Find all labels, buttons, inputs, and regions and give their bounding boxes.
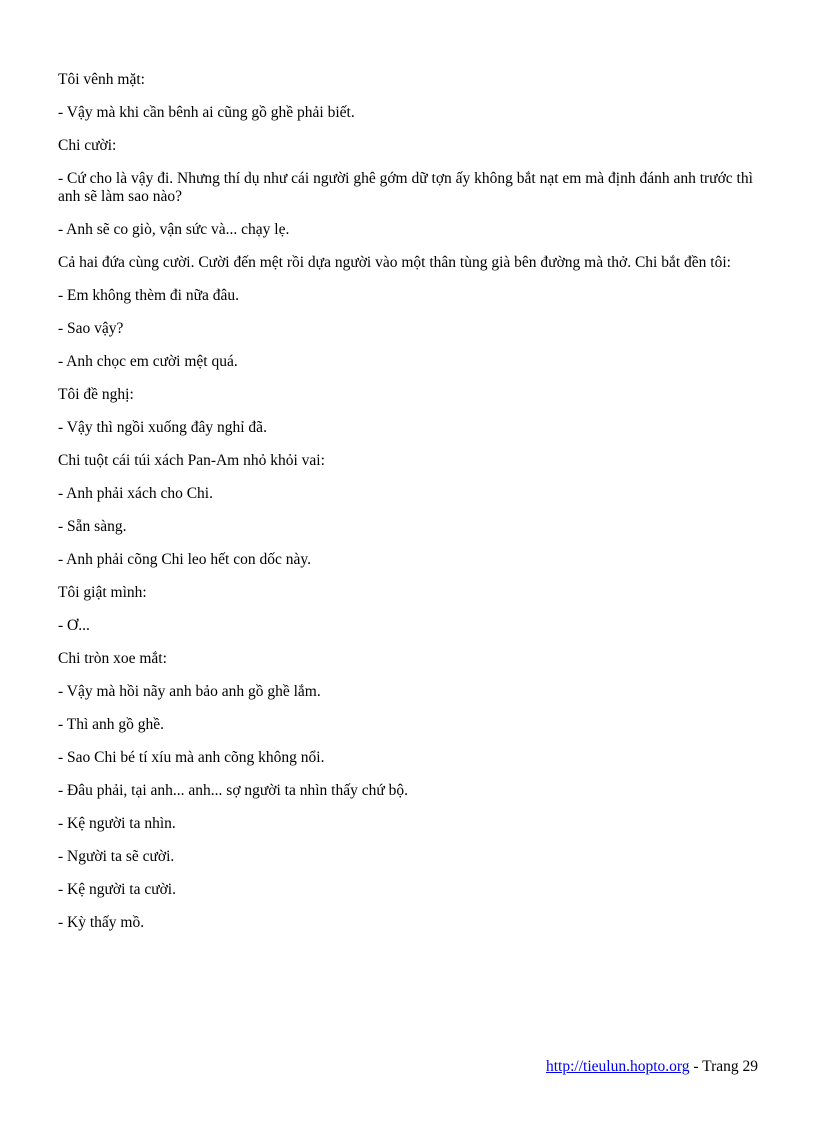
page-number: - Trang 29	[689, 1058, 758, 1075]
paragraph: - Kỳ thấy mồ.	[58, 914, 145, 931]
paragraph: - Em không thèm đi nữa đâu.	[58, 287, 240, 304]
paragraph: - Kệ người ta nhìn.	[58, 815, 176, 832]
paragraph: - Kệ người ta cười.	[58, 881, 176, 898]
paragraph: - Đâu phải, tại anh... anh... sợ người ta nhìn thấy chứ bộ.	[58, 782, 409, 799]
paragraph: Chi tuột cái túi xách Pan-Am nhỏ khỏi vai:	[58, 452, 325, 469]
source-link[interactable]: http://tieulun.hopto.org	[545, 1058, 690, 1075]
paragraph: - Thì anh gồ ghề.	[58, 716, 165, 733]
page-footer	[546, 1058, 758, 1076]
paragraph: - Vậy mà hồi nãy anh bảo anh gồ ghề lắm.	[58, 683, 321, 700]
paragraph: - Người ta sẽ cười.	[58, 848, 175, 865]
paragraph: - Anh chọc em cười mệt quá.	[58, 353, 238, 370]
paragraph: Chi tròn xoe mắt:	[58, 650, 167, 667]
paragraph: - Ơ...	[58, 617, 90, 634]
paragraph: - Sao vậy?	[58, 320, 124, 337]
paragraph: Tôi giật mình:	[58, 584, 147, 601]
paragraph: - Vậy thì ngồi xuống đây nghỉ đã.	[58, 419, 267, 436]
page-body	[58, 71, 758, 947]
paragraph: - Anh phải xách cho Chi.	[58, 485, 213, 502]
paragraph: - Anh phải cõng Chi leo hết con dốc này.	[58, 551, 311, 568]
paragraph: - Sao Chi bé tí xíu mà anh cõng không nổi.	[58, 749, 325, 766]
paragraph: - Anh sẽ co giò, vận sức và... chạy lẹ.	[58, 221, 290, 238]
paragraph: Cả hai đứa cùng cười. Cười đến mệt rồi dựa người vào một thân tùng già bên đường mà thở. Chi bắt đền tôi:	[58, 254, 731, 271]
paragraph: - Cứ cho là vậy đi. Nhưng thí dụ như cái người ghê gớm dữ tợn ấy không bắt nạt em mà định đánh anh trước thì anh sẽ làm sao nào?	[58, 170, 753, 205]
paragraph: - Sẵn sàng.	[58, 518, 127, 535]
paragraph: Tôi vênh mặt:	[58, 71, 145, 88]
paragraph: Chi cười:	[58, 137, 117, 154]
paragraph: Tôi đề nghị:	[58, 386, 134, 403]
paragraph: - Vậy mà khi cần bênh ai cũng gồ ghề phải biết.	[58, 104, 355, 121]
